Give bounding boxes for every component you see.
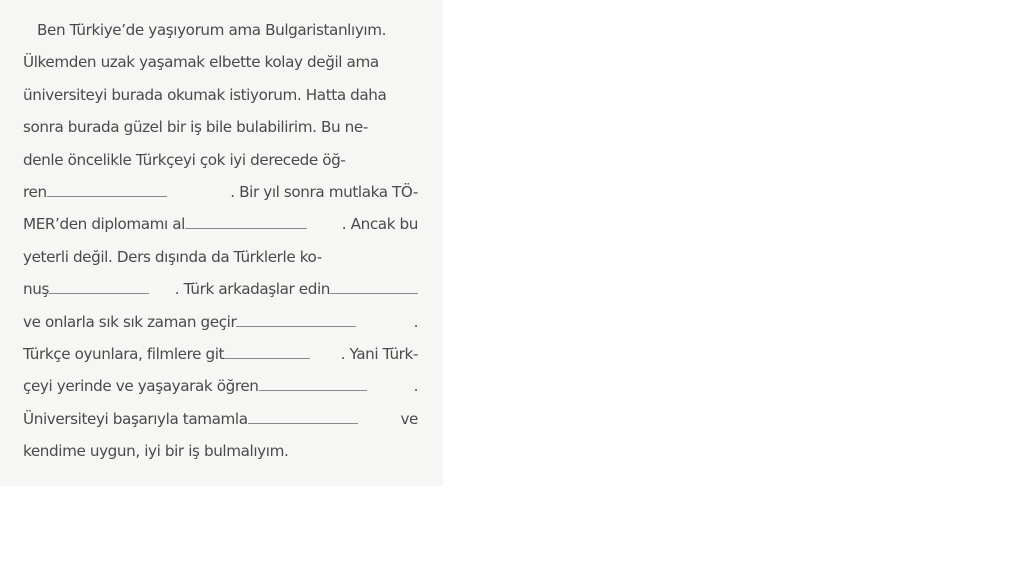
line-text <box>23 208 307 240</box>
word-stem: Üniversiteyi başarıyla tamamla <box>23 409 248 428</box>
answer-blank[interactable] <box>248 403 358 424</box>
line-text: . Bir yıl sonra mutlaka TÖ- <box>230 182 418 201</box>
passage-line-6 <box>23 176 418 208</box>
answer-blank[interactable] <box>236 306 356 327</box>
line-text: . Yani Türk- <box>340 344 418 363</box>
answer-blank[interactable] <box>330 273 418 294</box>
line-text <box>175 273 418 305</box>
passage-line-11 <box>23 338 418 370</box>
word-stem: ren <box>23 182 47 201</box>
passage-line-13 <box>23 403 418 435</box>
line-text <box>23 370 367 402</box>
passage-line-2 <box>23 46 418 78</box>
passage-line-8 <box>23 241 418 273</box>
word-stem: nuş <box>23 280 49 299</box>
line-text: . <box>413 312 418 331</box>
line-text: üniversiteyi burada okumak istiyorum. Hatta daha <box>23 85 387 104</box>
word-stem: . Türk arkadaşlar edin <box>174 280 330 299</box>
worksheet-scan <box>0 0 443 486</box>
passage-line-7 <box>23 208 418 240</box>
fill-in-passage <box>23 14 418 467</box>
passage-line-12 <box>23 370 418 402</box>
line-text <box>23 338 310 370</box>
word-stem: ve onlarla sık sık zaman geçir <box>23 312 237 331</box>
line-text <box>23 403 358 435</box>
line-text: Ben Türkiye’de yaşıyorum ama Bulgaristanlıyım. <box>37 21 387 39</box>
word-stem: çeyi yerinde ve yaşayarak öğren <box>23 377 259 396</box>
line-text: sonra burada güzel bir iş bile bulabilirim. Bu ne- <box>23 118 368 137</box>
passage-line-9 <box>23 273 418 305</box>
line-text: denle öncelikle Türkçeyi çok iyi derecede öğ- <box>23 150 346 169</box>
answer-blank[interactable] <box>47 176 167 197</box>
answer-blank[interactable] <box>49 273 149 294</box>
word-stem: Türkçe oyunlara, filmlere git <box>23 344 225 363</box>
line-text <box>23 273 149 305</box>
line-text: . Ancak bu <box>341 215 418 234</box>
answer-blank[interactable] <box>185 208 307 229</box>
answer-blank[interactable] <box>224 338 310 359</box>
line-text: yeterli değil. Ders dışında da Türklerle ko- <box>23 247 322 266</box>
line-text: Ülkemden uzak yaşamak elbette kolay değil ama <box>23 53 379 72</box>
word-stem: MER’den diplomamı al <box>23 215 185 234</box>
answer-blank[interactable] <box>259 370 367 391</box>
passage-line-14 <box>23 435 418 467</box>
line-text: ve <box>400 409 418 428</box>
line-text: kendime uygun, iyi bir iş bulmalıyım. <box>23 442 289 461</box>
passage-line-3 <box>23 79 418 111</box>
passage-line-10 <box>23 306 418 338</box>
line-text: . <box>413 377 418 396</box>
passage-line-4 <box>23 111 418 143</box>
passage-line-1 <box>23 14 418 46</box>
line-text <box>23 176 167 208</box>
line-text <box>23 306 356 338</box>
passage-line-5 <box>23 144 418 176</box>
